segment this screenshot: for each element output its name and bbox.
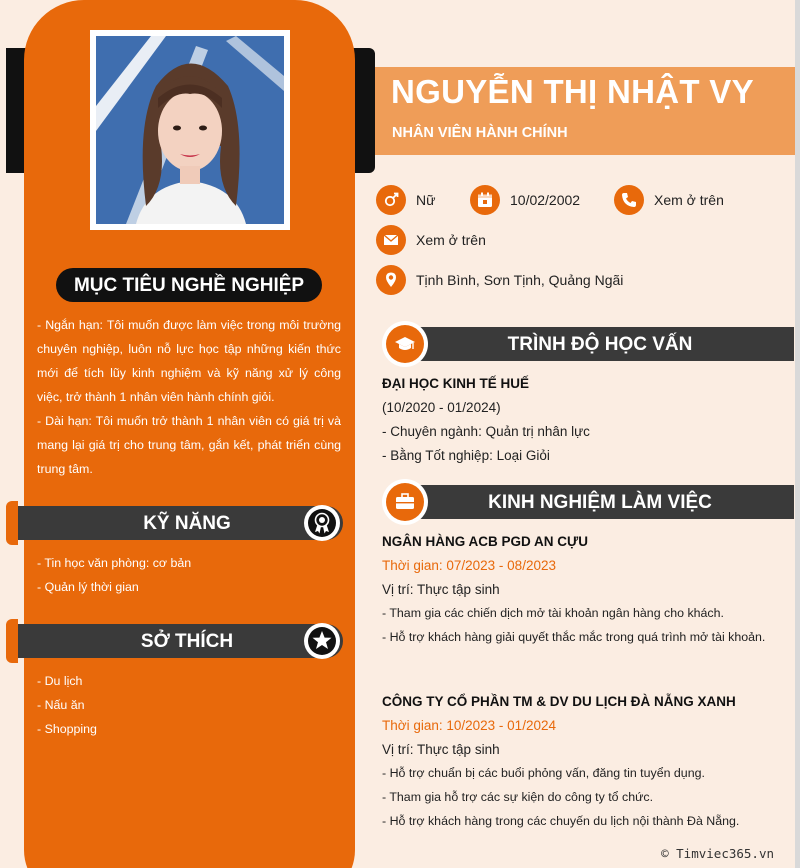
- hobbies-tab-marker: [6, 619, 18, 663]
- experience-heading: KINH NGHIỆM LÀM VIỆC: [488, 492, 712, 513]
- phone-value: Xem ở trên: [654, 192, 724, 208]
- name-banner: [375, 67, 795, 155]
- list-item: - Du lịch: [37, 674, 83, 688]
- gender-icon: [376, 185, 406, 215]
- job-2-role: Vị trí: Thực tập sinh: [382, 742, 500, 757]
- list-item: - Tham gia các chiến dịch mở tài khoản ngân hàng cho khách.: [382, 606, 724, 620]
- education-degree: - Bằng Tốt nghiệp: Loại Giỏi: [382, 448, 550, 463]
- skills-heading-bar: [18, 506, 343, 540]
- list-item: - Hỗ trợ khách hàng trong các chuyến du lịch nội thành Đà Nẵng.: [382, 814, 740, 828]
- education-heading-bar: [382, 325, 794, 361]
- job-1-time: Thời gian: 07/2023 - 08/2023: [382, 558, 556, 573]
- education-icon-ring: [382, 321, 428, 367]
- list-item: - Hỗ trợ khách hàng giải quyết thắc mắc trong quá trình mở tài khoản.: [382, 630, 766, 644]
- skills-heading: KỸ NĂNG: [143, 513, 231, 534]
- job-2-duties: [382, 761, 775, 833]
- page-edge: [795, 0, 800, 868]
- profile-photo: [96, 36, 284, 224]
- gender-value: Nữ: [416, 192, 436, 208]
- hobbies-heading: SỞ THÍCH: [140, 631, 234, 652]
- experience-icon-ring: [382, 479, 428, 525]
- job-2-company: CÔNG TY CỔ PHẦN TM & DV DU LỊCH ĐÀ NẴNG XANH: [382, 694, 736, 709]
- list-item: - Quản lý thời gian: [37, 580, 139, 594]
- award-medal-icon: [304, 505, 340, 541]
- hobbies-heading-bar: [18, 624, 343, 658]
- objective-long-term: - Dài hạn: Tôi muốn trở thành 1 nhân viên có giá trị và mang lại giá trị cho trung tâm, gắn kết, phát triển cùng trung tâm.: [37, 414, 341, 476]
- education-heading: TRÌNH ĐỘ HỌC VẤN: [507, 334, 693, 355]
- education-school: ĐẠI HỌC KINH TẾ HUẾ: [382, 376, 530, 391]
- email-value: Xem ở trên: [416, 232, 486, 248]
- list-item: - Tham gia hỗ trợ các sự kiện do công ty tổ chức.: [382, 790, 654, 804]
- candidate-name: NGUYỄN THỊ NHẬT VY: [391, 73, 754, 110]
- list-item: - Nấu ăn: [37, 698, 85, 712]
- calendar-icon: [470, 185, 500, 215]
- address-value: Tịnh Bình, Sơn Tịnh, Quảng Ngãi: [416, 272, 624, 288]
- job-1-duties: [382, 601, 775, 649]
- objective-text: [37, 313, 341, 481]
- phone-icon: [614, 185, 644, 215]
- skills-tab-marker: [6, 501, 18, 545]
- objective-heading: MỤC TIÊU NGHỀ NGHIỆP: [56, 268, 322, 302]
- list-item: - Shopping: [37, 722, 97, 736]
- graduation-cap-icon: [386, 325, 424, 363]
- star-icon: [304, 623, 340, 659]
- objective-short-term: - Ngắn hạn: Tôi muốn được làm việc trong môi trường chuyên nghiệp, luôn nỗ lực học tập những kiến thức mới để tích lũy kinh nghiệm và kỹ năng xử lý công việc, trở thành 1 nhân viên hành chính giỏi.: [37, 318, 341, 404]
- skills-list: [37, 551, 191, 599]
- briefcase-icon: [386, 483, 424, 521]
- profile-photo-frame: [90, 30, 290, 230]
- job-2-time: Thời gian: 10/2023 - 01/2024: [382, 718, 556, 733]
- email-icon: [376, 225, 406, 255]
- education-major: - Chuyên ngành: Quản trị nhân lực: [382, 424, 590, 439]
- candidate-position: NHÂN VIÊN HÀNH CHÍNH: [392, 125, 568, 141]
- location-icon: [376, 265, 406, 295]
- birthdate-value: 10/02/2002: [510, 192, 581, 208]
- hobbies-list: [37, 669, 97, 741]
- experience-heading-bar: [382, 483, 794, 519]
- education-period: (10/2020 - 01/2024): [382, 400, 501, 415]
- watermark: © Timviec365.vn: [661, 846, 774, 861]
- list-item: - Hỗ trợ chuẩn bị các buổi phỏng vấn, đăng tin tuyển dụng.: [382, 766, 705, 780]
- list-item: - Tin học văn phòng: cơ bản: [37, 556, 192, 570]
- job-1-company: NGÂN HÀNG ACB PGD AN CỰU: [382, 534, 588, 549]
- job-1-role: Vị trí: Thực tập sinh: [382, 582, 500, 597]
